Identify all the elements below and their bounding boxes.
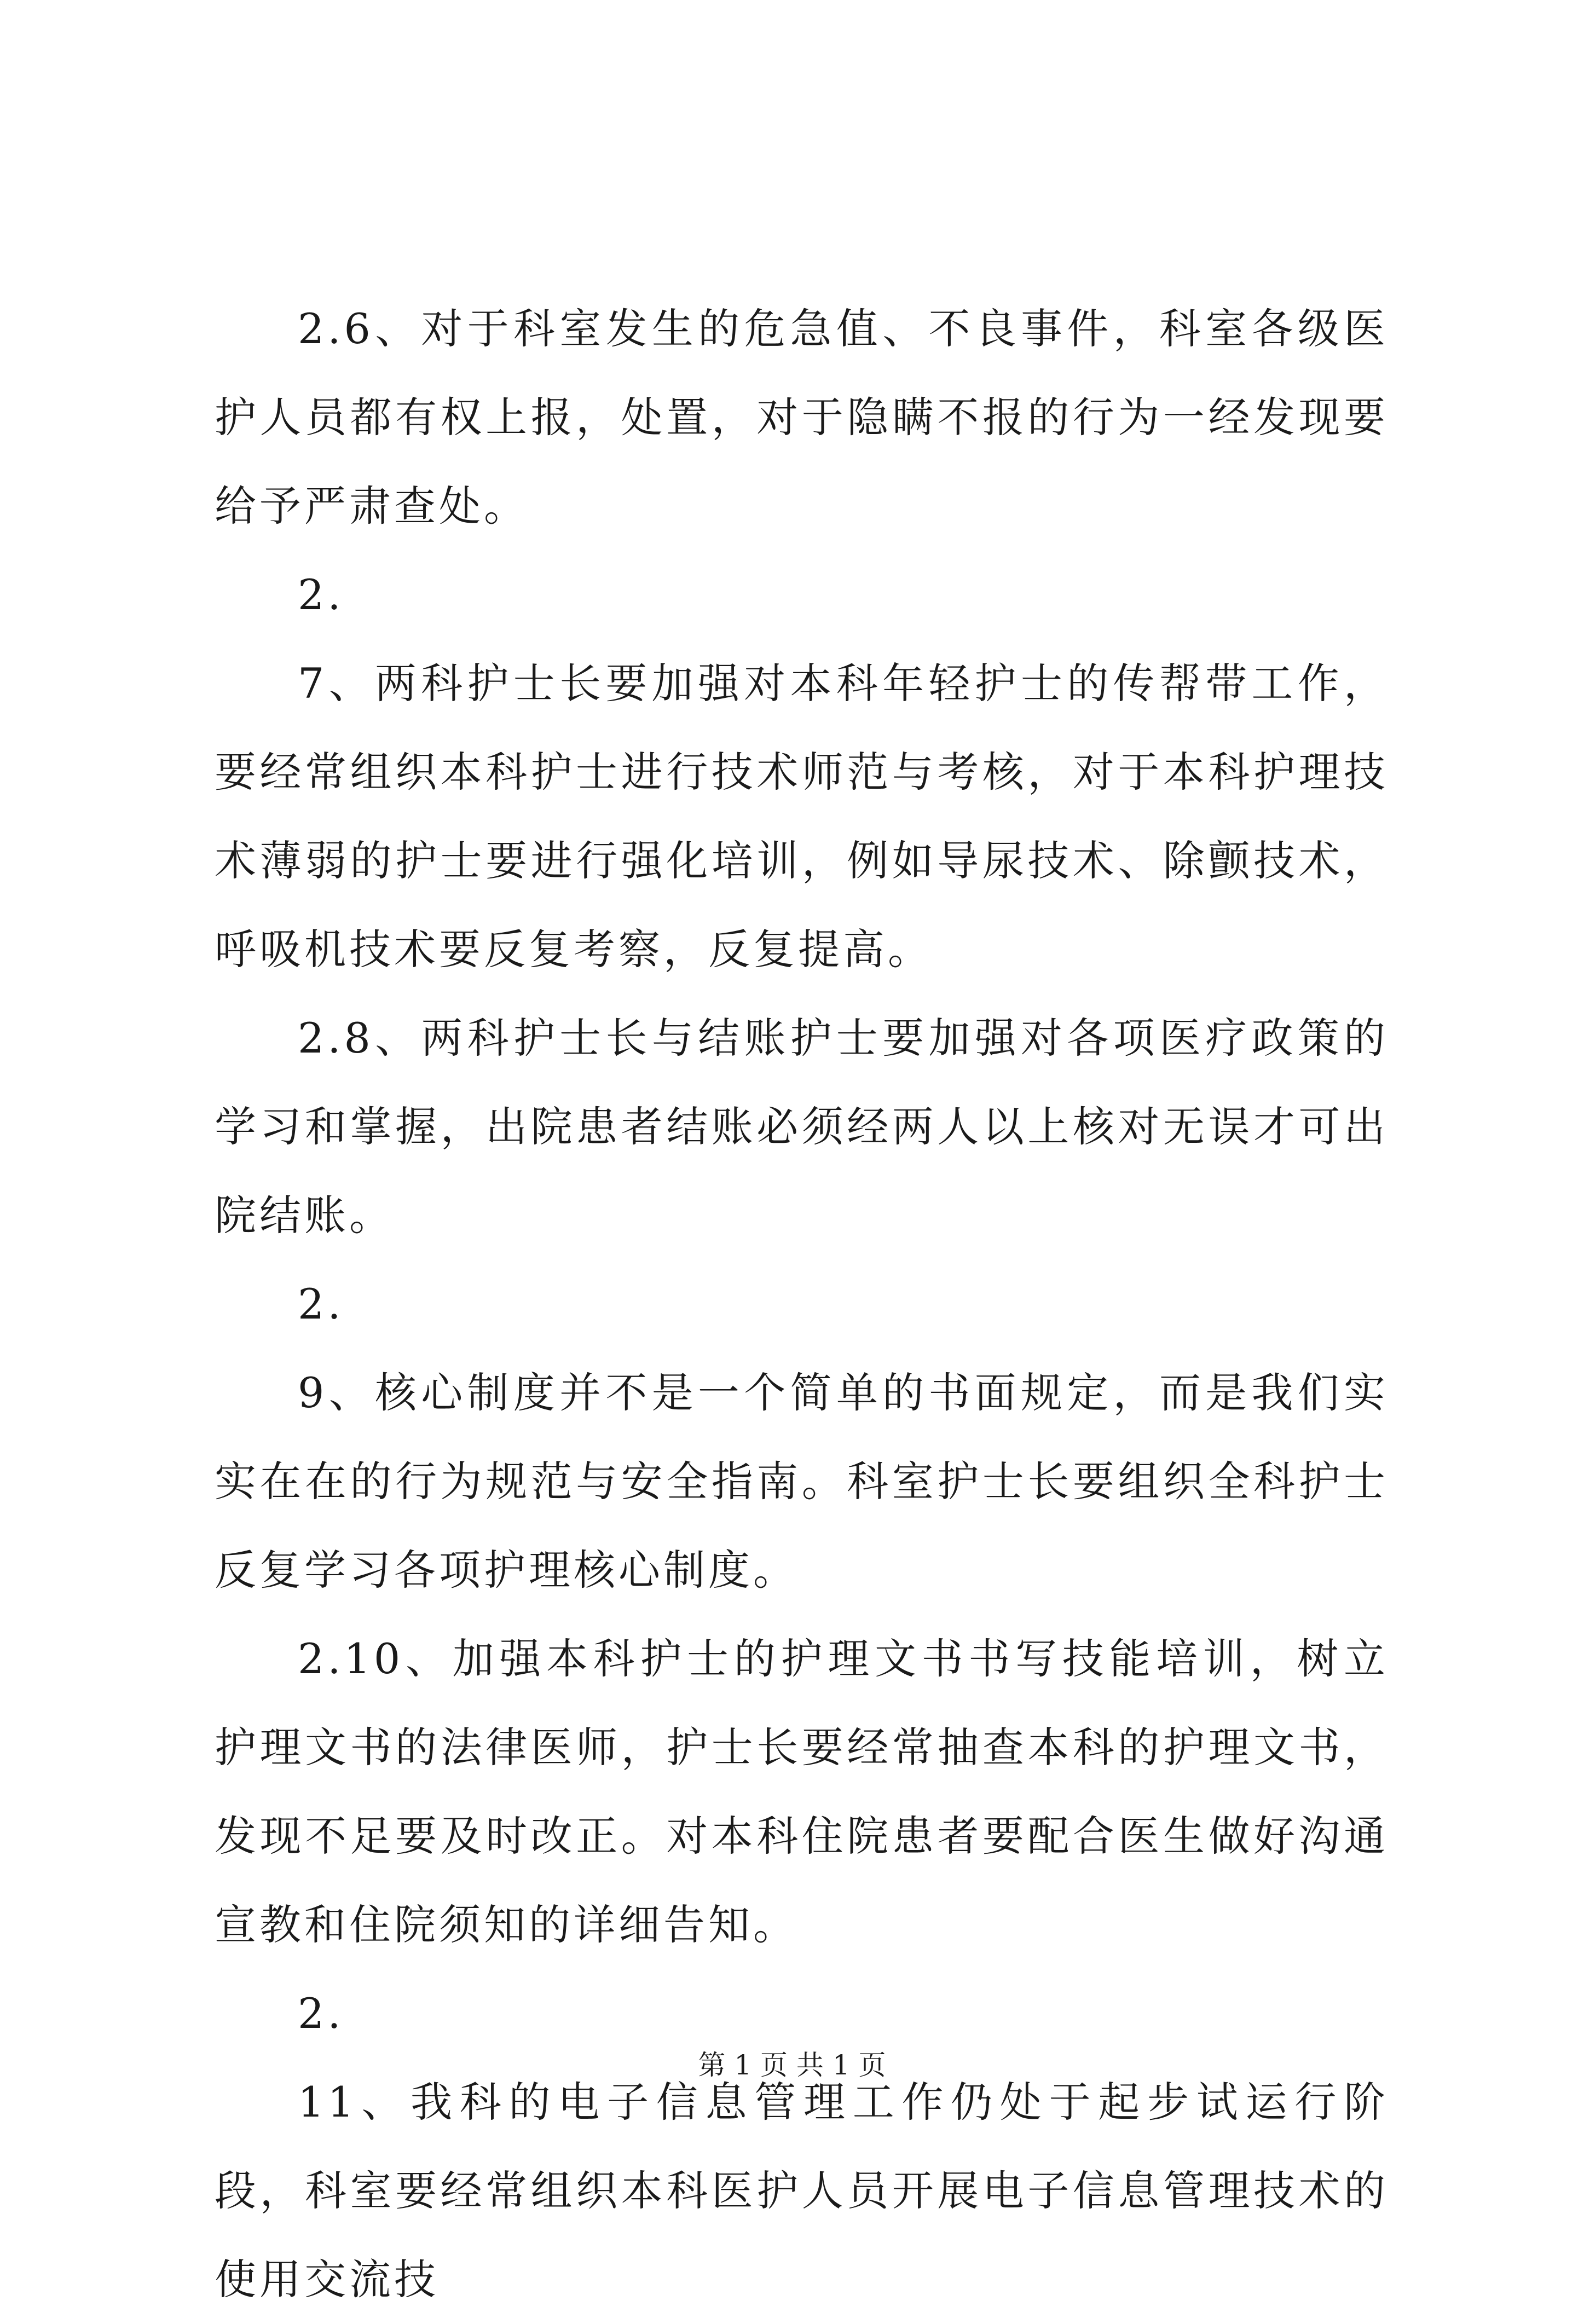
paragraph-2-8: 2.8、两科护士长与结账护士要加强对各项医疗政策的学习和掌握，出院患者结账必须经两人以上核对无误才可出院结账。 [215,1014,1389,1240]
paragraph-2-6: 2.6、对于科室发生的危急值、不良事件，科室各级医护人员都有权上报，处置，对于隐瞒不报的行为一经发现要给予严肃查处。 [215,304,1389,530]
page-footer: 第 1 页 共 1 页 [698,2049,886,2081]
paragraph-number: 2. [298,570,344,619]
paragraph-2-7: 7、两科护士长要加强对本科年轻护士的传帮带工作，要经常组织本科护士进行技术师范与考核，对于本科护理技术薄弱的护士要进行强化培训，例如导尿技术、除颤技术，呼吸机技术要反复考察，反复提高。 [215,659,1389,974]
document-body [215,285,1389,2324]
paragraph-number: 2. [298,1989,344,2038]
paragraph-2-9: 9、核心制度并不是一个简单的书面规定，而是我们实实在在的行为规范与安全指南。科室护士长要组织全科护士反复学习各项护理核心制度。 [215,1368,1389,1594]
paragraph-2-10: 2.10、加强本科护士的护理文书书写技能培训，树立护理文书的法律医师，护士长要经常抽查本科的护理文书，发现不足要及时改正。对本科住院患者要配合医生做好沟通宣教和住院须知的详细告知。 [215,1634,1389,1949]
paragraph-number: 2. [298,1280,344,1328]
paragraph-2-11: 11、我科的电子信息管理工作仍处于起步试运行阶段，科室要经常组织本科医护人员开展电子信息管理技术的使用交流技 [215,2078,1389,2304]
